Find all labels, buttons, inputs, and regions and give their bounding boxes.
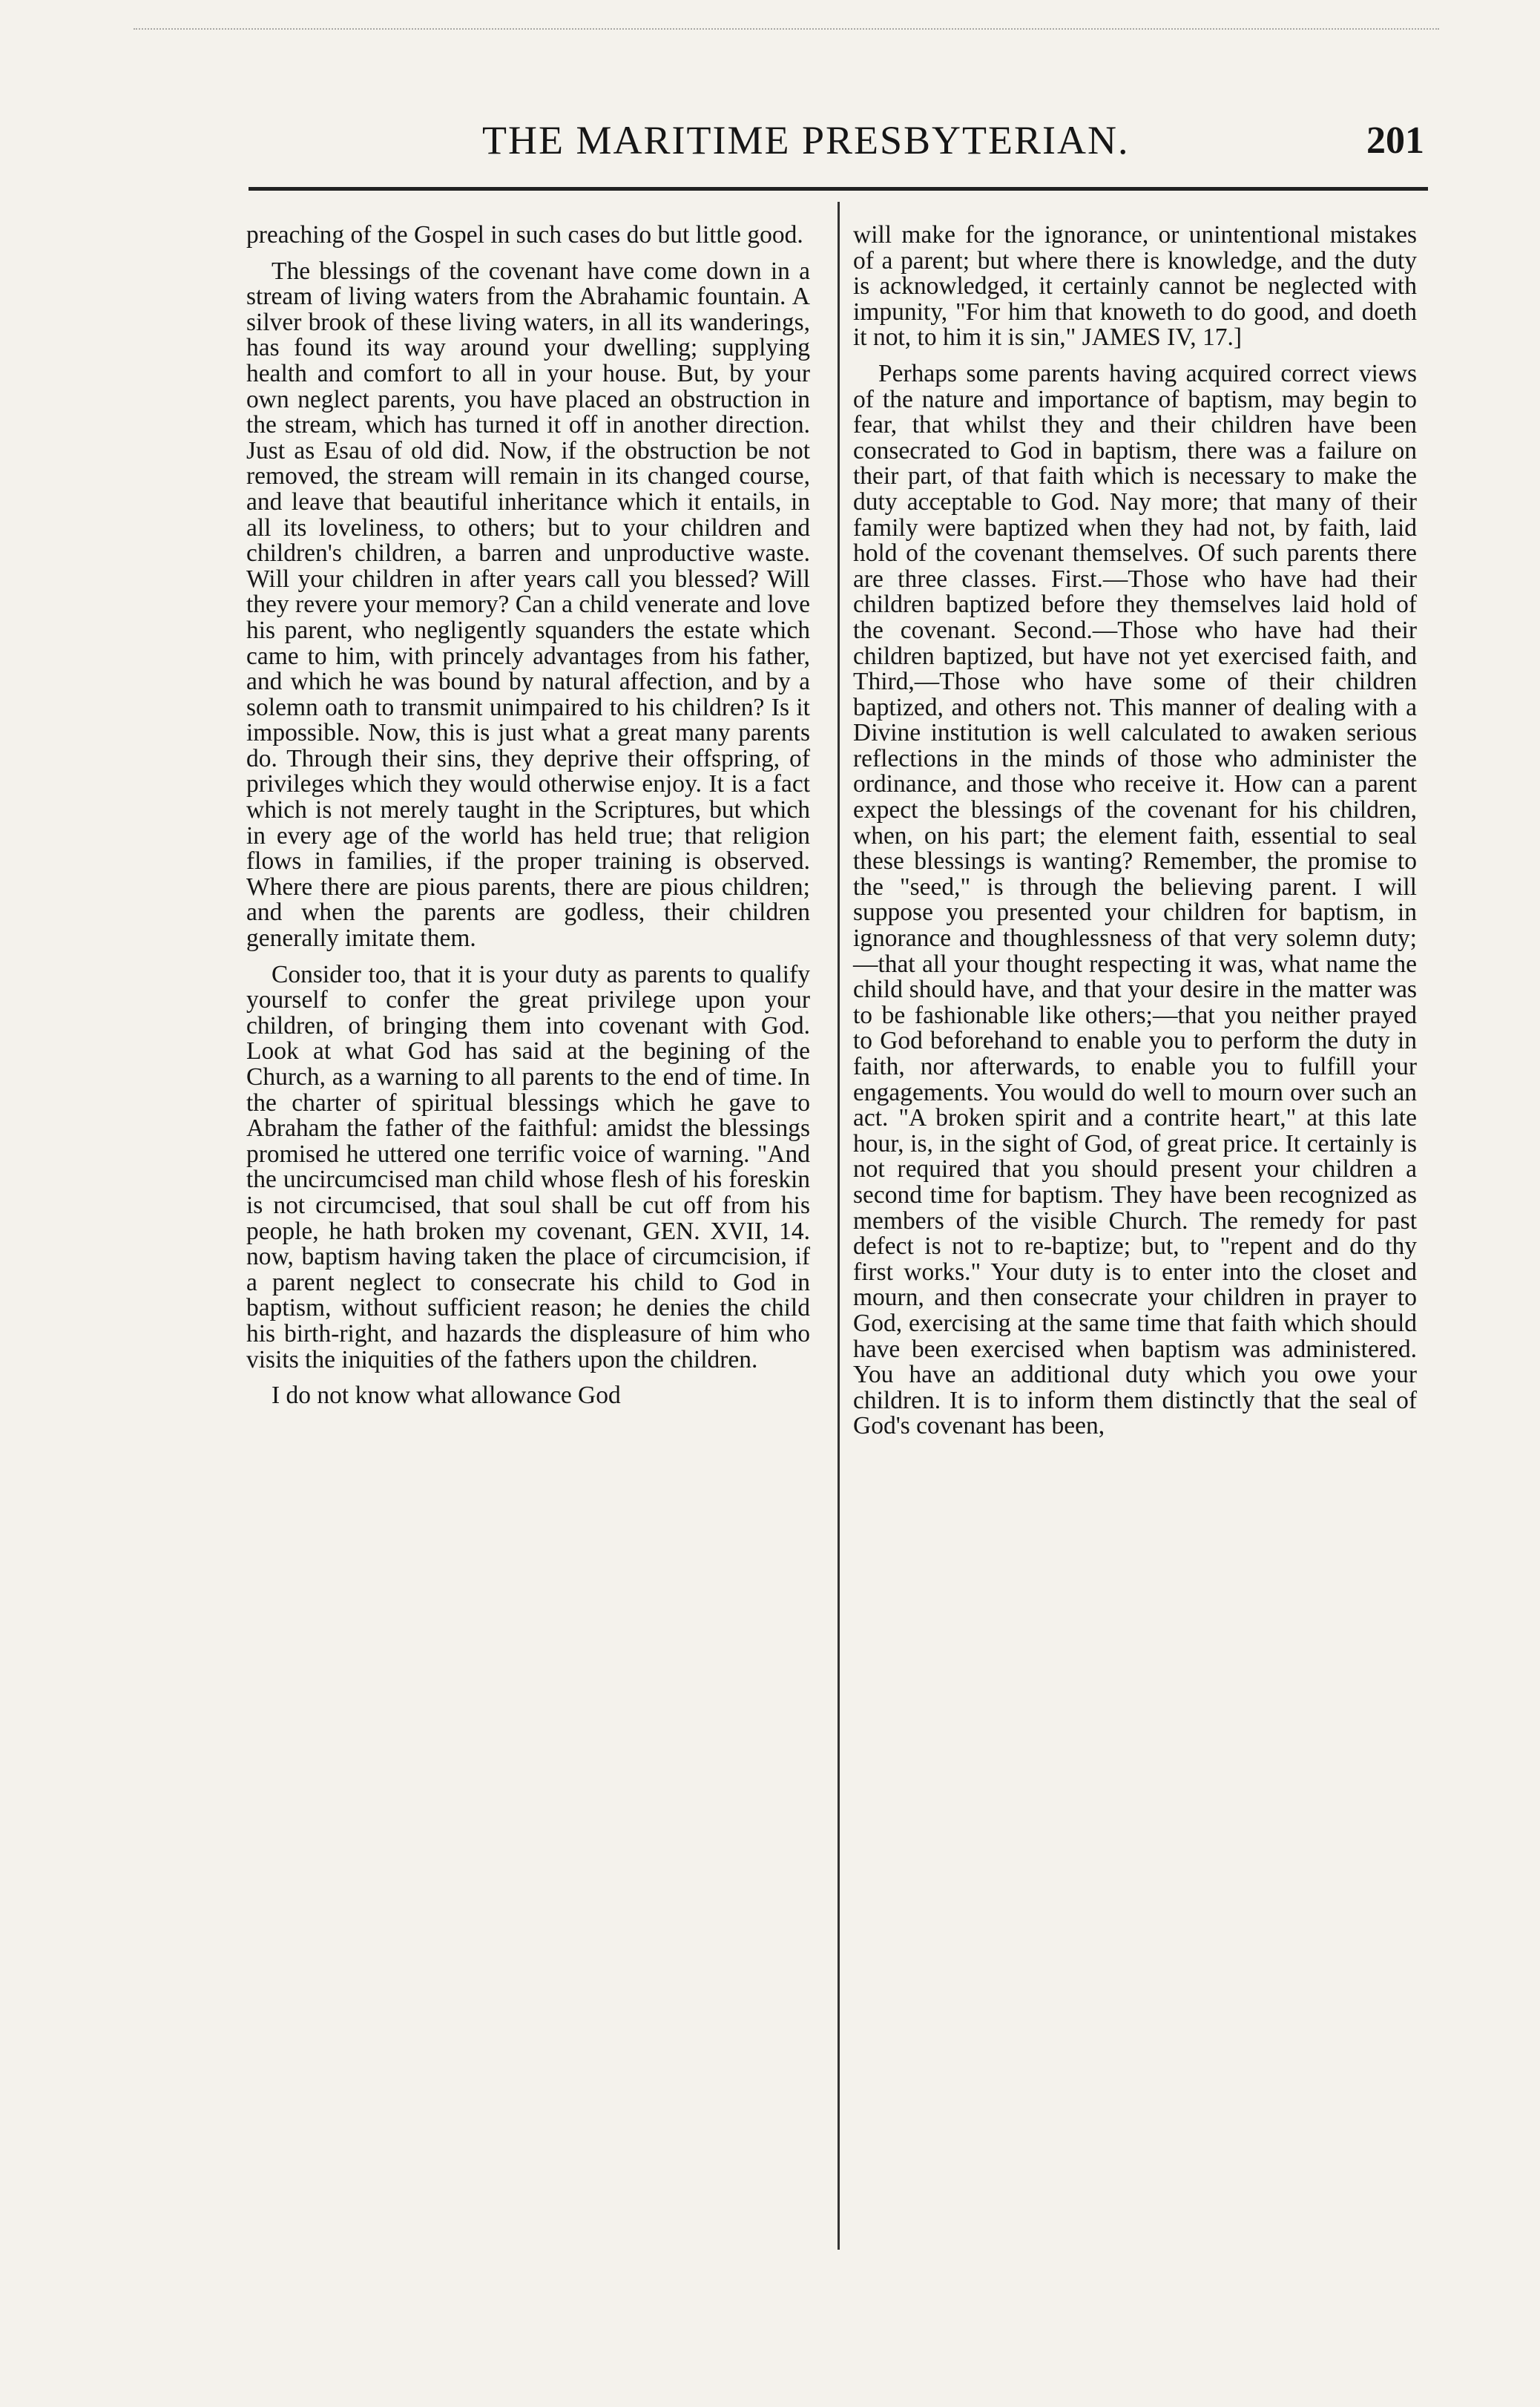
- right-paragraph-2: Perhaps some parents having acquired correct views of the nature and importance of baptism, may begin to fear, that whilst they and their children have been consecrated to God in baptism, there was a failure on their part, of that faith which is necessary to make the duty acceptable to God. Nay more; that many of their family were baptized when they had not, by faith, laid hold of the covenant themselves. Of such parents there are three classes. First.—Those who have had their children baptized before they themselves laid hold of the covenant. Second.—Those who have had their children baptized, but have not yet exercised faith, and Third,—Those who have some of their children baptized, and others not. This manner of dealing with a Divine institution is well calculated to awaken serious reflections in the minds of those who administer the ordinance, and those who receive it. How can a parent expect the blessings of the covenant for his children, when, on his part; the element faith, essential to seal these blessings is wanting? Remember, the promise to the "seed," is through the believing parent. I will suppose you presented your children for baptism, in ignorance and thoughlessness of that very solemn duty;—that all your thought respecting it was, what name the child should have, and that your desire in the matter was to be fashionable like others;—that you neither prayed to God beforehand to enable you to perform the duty in faith, nor afterwards, to enable you to fulfill your engagements. You would do well to mourn over such an act. "A broken spirit and a contrite heart," at this late hour, is, in the sight of God, of great price. It certainly is not required that you should present your children a second time for baptism. They have been recognized as members of the visible Church. The remedy for past defect is not to re-baptize; but, to "repent and do thy first works." Your duty is to enter into the closet and mourn, and then consecrate your children in prayer to God, exercising at the same time that faith which should have been exercised when baptism was administered. You have an additional duty which you owe your children. It is to inform them distinctly that the seal of God's covenant has been,: [853, 359, 1417, 1440]
- left-column: [246, 223, 810, 1419]
- header-rule: [249, 187, 1428, 191]
- left-paragraph-4: I do not know what allowance God: [272, 1382, 621, 1410]
- left-paragraph-3: Consider too, that it is your duty as parents to qualify yourself to confer the great privilege upon your children, of bringing them into covenant with God. Look at what God has said at the begining of the Church, as a warning to all parents to the end of time. In the charter of spiritual blessings which he gave to Abraham the father of the faithful: amidst the blessings promised he uttered one terrific voice of warning. "And the uncircumcised man child whose flesh of his foreskin is not circumcised, that soul shall be cut off from his people, he hath broken my covenant, GEN. XVII, 14. now, baptism having taken the place of circumcision, if a parent neglect to consecrate his child to God in baptism, without sufficient reason; he denies the child his birth-right, and hazards the displeasure of him who visits the iniquities of the fathers upon the children.: [246, 960, 810, 1373]
- publication-title: THE MARITIME PRESBYTERIAN.: [482, 118, 1130, 162]
- left-paragraph-2: The blessings of the covenant have come down in a stream of living waters from the Abrahamic fountain. A silver brook of these living waters, in all its wanderings, has found its way around your dwelling; supplying health and comfort to all in your house. But, by your own neglect parents, you have placed an obstruction in the stream, which has turned it off in another direction. Just as Esau of old did. Now, if the obstruction be not removed, the stream will remain in its changed course, and leave that beautiful inheritance which it entails, in all its loveliness, to others; but to your children and children's children, a barren and unproductive waste. Will your children in after years call you blessed? Will they revere your memory? Can a child venerate and love his parent, who negligently squanders the estate which came to him, with princely advantages from his father, and which he was bound by natural affection, and by a solemn oath to transmit unimpaired to his children? Is it impossible. Now, this is just what a great many parents do. Through their sins, they deprive their offspring, of privileges which they would otherwise enjoy. It is a fact which is not merely taught in the Scriptures, but which in every age of the world has held true; that religion flows in families, if the proper training is observed. Where there are pious parents, there are pious children; and when the parents are godless, their children generally imitate them.: [246, 257, 810, 953]
- right-paragraph-1: will make for the ignorance, or unintentional mistakes of a parent; but where there is knowledge, and the duty is acknowledged, it certainly cannot be neglected with impunity, "For him that knoweth to do good, and doeth it not, to him it is sin," JAMES IV, 17.]: [853, 221, 1417, 352]
- page-number: 201: [1366, 119, 1424, 162]
- right-column: [853, 223, 1417, 1450]
- column-divider: [838, 202, 840, 2250]
- left-paragraph-1: preaching of the Gospel in such cases do but little good.: [246, 221, 803, 249]
- page-top-edge: [134, 13, 1439, 30]
- running-header: [245, 110, 1432, 177]
